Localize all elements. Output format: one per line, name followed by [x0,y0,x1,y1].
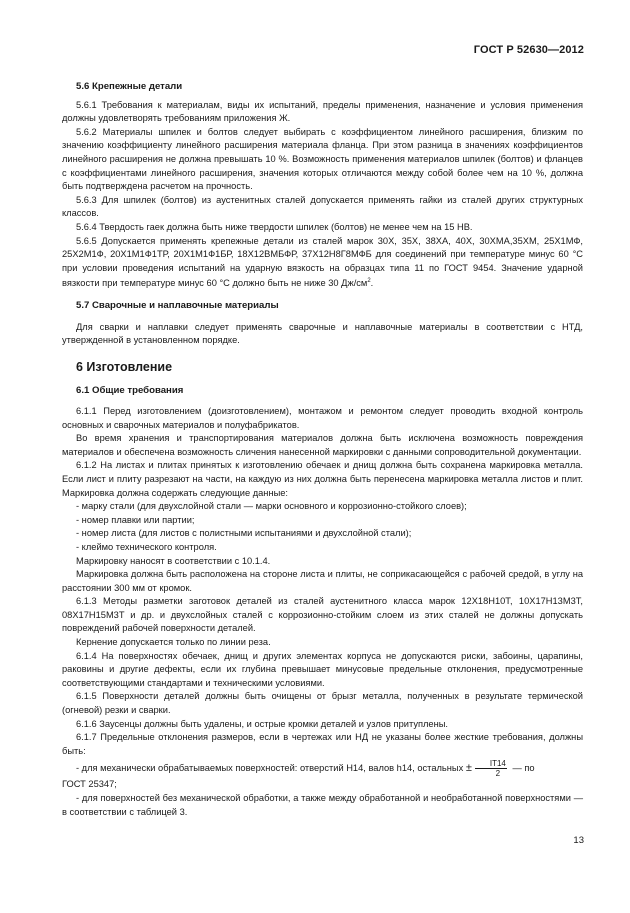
paragraph-5-6-5 [62,235,583,291]
paragraph-5-6-5-end: . [370,278,374,289]
paragraph-5-6-1: 5.6.1 Требования к материалам, виды их испытаний, пределы применения, назначение и условия применения должны удовлетворять требованиям приложения Ж. [62,99,583,124]
paragraph-marking-location: Маркировка должна быть расположена на стороне листа и плиты, не соприкасающейся с рабочей средой, в углу на расстоянии 300 мм от кромок. [62,569,583,593]
paragraph-6-1-6: 6.1.6 Заусенцы должны быть удалены, и острые кромки деталей и узлов притуплены. [76,718,448,729]
section-5-6-heading: 5.6 Крепежные детали [76,81,183,92]
section-6-heading: 6 Изготовление [76,359,173,374]
paragraph-5-6-4: 5.6.4 Твердость гаек должна быть ниже твердости шпилек (болтов) не менее чем на 15 НВ. [76,221,473,232]
paragraph-tolerance-unmachined: - для поверхностей без механической обработки, а также между обработанной и необработанной поверхностями — в соответствии с таблицей 3. [62,793,583,817]
document-body [62,80,583,819]
tolerance-text: - для механически обрабатываемых поверхностей: отверстий Н14, валов h14, остальных [76,763,464,774]
tolerance-text-end: — по [512,763,535,774]
list-item: - номер плавки или партии; [76,514,195,525]
tolerance-fraction [475,759,507,778]
paragraph-6-1-5: 6.1.5 Поверхности деталей должны быть очищены от брызг металла, полученных в результате термической (огневой) резки и сварки. [62,691,583,716]
paragraph-6-1-1: 6.1.1 Перед изготовлением (доизготовлением), монтажом и ремонтом следует проводить входной контроль основных и сварочных материалов и полуфабрикатов. [62,405,583,430]
paragraph-5-7: Для сварки и наплавки следует применять сварочные и наплавочные материалы в соответствии с НТД, утвержденной в установленном порядке. [62,321,583,346]
paragraph-5-6-2: 5.6.2 Материалы шпилек и болтов следует выбирать с коэффициентом линейного расширения, близким по значению коэффициенту линейного расширения материала фланца. При этом разница в значениях коэффициентов линейного расширения не должна превышать 10 %. Возможность применения материалов шпилек (болтов) и фланцев с коэффициентами линейного расширения, значения которых отличаются между собой более чем на 10 %, должна быть подтверждена расчетом на прочность. [62,126,583,192]
plus-minus-sign: ± [465,762,472,775]
list-item: - номер листа (для листов с полистными испытаниями и двухслойной стали); [76,528,412,539]
paragraph-6-1-3: 6.1.3 Методы разметки заготовок деталей из сталей аустенитного класса марок 12Х18Н10Т, 10Х17Н13М3Т, 08Х17Н15М3Т и др. и двухслойных сталей с коррозионно-стойким слоем из этих сталей не должны допускать повреждений рабочей поверхности деталей. [62,596,583,634]
paragraph-tolerance-machined [62,758,583,778]
document-code: ГОСТ Р 52630—2012 [473,44,584,56]
superscript-2: 2 [367,278,371,285]
section-6-1-heading: 6.1 Общие требования [76,385,184,397]
list-item: - клеймо технического контроля. [76,541,217,552]
paragraph-gost-ref: ГОСТ 25347; [62,779,117,790]
section-5-7-heading: 5.7 Сварочные и наплавочные материалы [76,300,279,311]
page-number: 13 [573,835,584,846]
paragraph-5-6-5-text: 5.6.5 Допускается применять крепежные детали из сталей марок 30Х, 35Х, 38ХА, 40Х, 30ХМА,35ХМ, 25Х1МФ, 25Х2М1Ф, 20Х1М1Ф1ТР, 20Х1М1Ф1БР, 18Х12ВМБФР, 37Х12Н8Г8МФБ для соединений при температуре минус 60 °С при условии проведения испытаний на ударную вязкость на образцах типа 11 по ГОСТ 9454. Значение ударной вязкости при температуре минус 60 °С должно быть не ниже 30 Дж/см [62,235,583,289]
paragraph-storage: Во время хранения и транспортирования материалов должна быть исключена возможность повреждения материалов и обеспечена возможность сличения нанесенной маркировки с данными сопроводительной документации. [62,433,583,457]
paragraph-marking-ref: Маркировку наносят в соответствии с 10.1.4. [76,555,271,566]
paragraph-6-1-7: 6.1.7 Предельные отклонения размеров, если в чертежах или НД не указаны более жесткие требования, должны быть: [62,732,583,756]
fraction-numerator: IT14 [475,759,507,769]
paragraph-6-1-2: 6.1.2 На листах и плитах принятых к изготовлению обечаек и днищ должна быть сохранена маркировка металла. Если лист и плиту разрезают на части, на каждую из них должна быть перенесена маркировка металла листов и плит. Маркировка должна содержать следующие данные: [62,460,583,498]
paragraph-6-1-4: 6.1.4 На поверхностях обечаек, днищ и других элементах корпуса не допускаются риски, забоины, царапины, раковины и другие дефекты, если их глубина превышает минусовые предельные отклонения, предусмотренные соответствующими стандартами и техническими условиями. [62,650,583,688]
list-item: - марку стали (для двухслойной стали — марки основного и коррозионно-стойкого слоев); [76,501,467,512]
paragraph-5-6-3: 5.6.3 Для шпилек (болтов) из аустенитных сталей допускается применять гайки из сталей других структурных классов. [62,194,583,219]
fraction-denominator: 2 [495,769,501,779]
paragraph-kernel: Кернение допускается только по линии реза. [76,637,271,648]
